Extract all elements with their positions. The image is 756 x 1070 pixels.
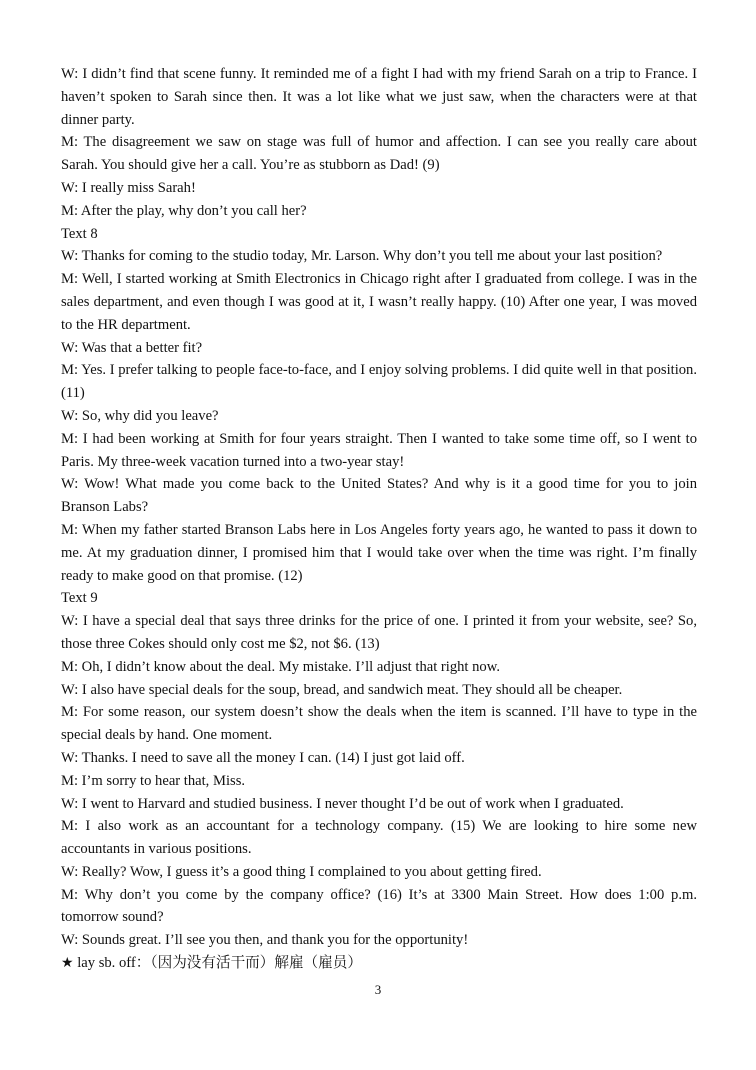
dialogue-line: M: I also work as an accountant for a technology company. (15) We are looking to hire some new accountants in various positions.	[61, 818, 697, 858]
dialogue-line: W: Sounds great. I’ll see you then, and thank you for the opportunity!	[61, 932, 469, 949]
dialogue-line: M: For some reason, our system doesn’t show the deals when the item is scanned. I’ll have to type in the special deals by hand. One moment.	[61, 704, 697, 744]
star-icon: ★	[61, 955, 74, 972]
dialogue-line: M: Yes. I prefer talking to people face-to-face, and I enjoy solving problems. I did quite well in that position. (11)	[61, 362, 697, 402]
section-heading-text-9: Text 9	[61, 590, 98, 607]
vocabulary-note	[61, 952, 697, 975]
dialogue-line: M: I had been working at Smith for four years straight. Then I wanted to take some time off, so I went to Paris. My three-week vacation turned into a two-year stay!	[61, 430, 697, 470]
dialogue-line: W: I really miss Sarah!	[61, 179, 196, 196]
dialogue-line: M: Well, I started working at Smith Electronics in Chicago right after I graduated from college. I was in the sales department, and even though I was good at it, I wasn’t really happy. (10) After one year, I was moved to the HR department.	[61, 271, 697, 333]
dialogue-line: M: After the play, why don’t you call her?	[61, 202, 307, 219]
dialogue-line: W: I didn’t find that scene funny. It reminded me of a fight I had with my friend Sarah on a trip to France. I haven’t spoken to Sarah since then. It was a lot like what we just saw, when the characters were at that dinner party.	[61, 66, 697, 128]
dialogue-line: W: So, why did you leave?	[61, 407, 219, 424]
dialogue-line: W: Really? Wow, I guess it’s a good thing I complained to you about getting fired.	[61, 863, 542, 880]
dialogue-line: W: I also have special deals for the soup, bread, and sandwich meat. They should all be cheaper.	[61, 681, 623, 698]
dialogue-line: W: I went to Harvard and studied business. I never thought I’d be out of work when I graduated.	[61, 795, 624, 812]
dialogue-line: M: I’m sorry to hear that, Miss.	[61, 772, 246, 789]
vocabulary-note-text: lay sb. off：（因为没有活干而）解雇（雇员）	[73, 955, 362, 972]
dialogue-line: W: Wow! What made you come back to the United States? And why is it a good time for you to join Branson Labs?	[61, 476, 697, 516]
dialogue-line: M: When my father started Branson Labs here in Los Angeles forty years ago, he wanted to pass it down to me. At my graduation dinner, I promised him that I would take over when the time was right. I’m finally ready to make good on that promise. (12)	[61, 521, 697, 584]
dialogue-line: W: I have a special deal that says three drinks for the price of one. I printed it from your website, see? So, those three Cokes should only cost me $2, not $6. (13)	[61, 613, 697, 652]
dialogue-line: M: Why don’t you come by the company office? (16) It’s at 3300 Main Street. How does 1:00 p.m. tomorrow sound?	[61, 886, 697, 926]
page-number: 3	[374, 982, 382, 997]
dialogue-line: W: Thanks. I need to save all the money I can. (14) I just got laid off.	[61, 749, 465, 766]
transcript-body	[61, 63, 697, 975]
dialogue-line: W: Thanks for coming to the studio today, Mr. Larson. Why don’t you tell me about your last position?	[61, 248, 663, 265]
dialogue-line: M: The disagreement we saw on stage was full of humor and affection. I can see you really care about Sarah. You should give her a call. You’re as stubborn as Dad! (9)	[61, 134, 697, 174]
section-heading-text-8: Text 8	[61, 225, 98, 242]
dialogue-line: M: Oh, I didn’t know about the deal. My mistake. I’ll adjust that right now.	[61, 658, 500, 675]
dialogue-line: W: Was that a better fit?	[61, 339, 203, 356]
